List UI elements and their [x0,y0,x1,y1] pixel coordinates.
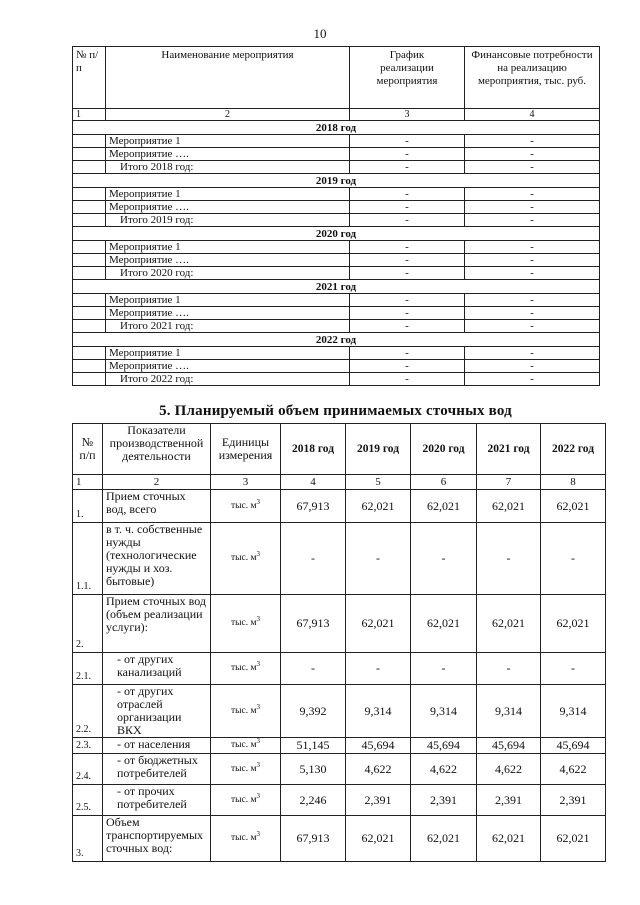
unit-cell [211,653,281,685]
finance-cell: - [465,214,600,227]
index-cell: 8 [541,475,606,490]
value-cell: 62,021 [477,595,541,653]
value-cell: 62,021 [411,595,477,653]
measure-num-cell [73,307,106,320]
value-cell: - [411,653,477,685]
unit-cell [211,595,281,653]
total-label: Итого 2018 год: [106,161,350,174]
measure-row [73,241,600,254]
value-cell: 45,694 [477,738,541,754]
value-cell: 2,391 [477,785,541,816]
indicator-label: Прием сточных вод (объем реализации услуги): [103,595,211,653]
finance-cell: - [465,320,600,333]
value-cell: 62,021 [477,816,541,862]
schedule-cell: - [350,135,465,148]
year-row [73,280,600,294]
header-num: № п/п [73,47,106,109]
measure-num-cell [73,161,106,174]
finance-cell: - [465,294,600,307]
finance-cell: - [465,201,600,214]
unit-base: тыс. м [230,500,257,511]
value-cell: 62,021 [541,816,606,862]
value-cell: - [281,523,346,595]
unit-exponent: 3 [256,497,260,506]
unit-cell [211,785,281,816]
measure-name: Мероприятие 1 [106,294,350,307]
unit-cell [211,738,281,754]
schedule-cell: - [350,360,465,373]
measure-row [73,214,600,227]
finance-cell: - [465,254,600,267]
measure-num-cell [73,373,106,386]
measure-row [73,254,600,267]
year-row [73,121,600,135]
value-cell: - [346,653,411,685]
value-cell: 62,021 [477,490,541,523]
unit-cell [211,523,281,595]
measures-index-row [73,109,600,121]
header-name: Наименование мероприятия [106,47,350,109]
row-number: 2. [73,595,103,653]
page-number: 10 [313,26,327,41]
finance-cell: - [465,307,600,320]
measure-num-cell [73,360,106,373]
value-cell: 62,021 [541,490,606,523]
measure-row [73,161,600,174]
unit-base: тыс. м [230,705,257,716]
measure-name: Мероприятие 1 [106,188,350,201]
measure-num-cell [73,135,106,148]
unit-base: тыс. м [230,833,257,843]
year-heading: 2019 год [73,174,600,188]
measure-num-cell [73,347,106,360]
finance-cell: - [465,148,600,161]
schedule-cell: - [350,373,465,386]
finance-cell: - [465,360,600,373]
indicator-label: Прием сточных вод, всего [103,490,211,523]
value-cell: 62,021 [346,490,411,523]
row-number: 1.1. [73,523,103,595]
value-cell: 9,314 [411,685,477,738]
wastewater-index-row [73,475,606,490]
value-cell: 67,913 [281,816,346,862]
header-year: 2021 год [477,424,541,475]
schedule-cell: - [350,214,465,227]
row-number: 2.3. [73,738,103,754]
value-cell: 67,913 [281,490,346,523]
measure-row [73,267,600,280]
measure-num-cell [73,148,106,161]
year-heading: 2018 год [73,121,600,135]
indicator-label: - от бюджетных потребителей [103,754,211,785]
unit-cell [211,816,281,862]
measure-row [73,294,600,307]
index-cell: 6 [411,475,477,490]
measure-name: Мероприятие …. [106,254,350,267]
header-finance: Финансовые потребности на реализацию мероприятия, тыс. руб. [465,47,600,109]
measure-num-cell [73,294,106,307]
measure-num-cell [73,241,106,254]
unit-cell [211,685,281,738]
index-cell: 7 [477,475,541,490]
finance-cell: - [465,161,600,174]
row-number: 3. [73,816,103,862]
value-cell: - [477,523,541,595]
unit-exponent: 3 [256,549,260,558]
measure-row [73,135,600,148]
value-cell: - [411,523,477,595]
value-cell: 51,145 [281,738,346,754]
finance-cell: - [465,347,600,360]
schedule-cell: - [350,347,465,360]
value-cell: 2,246 [281,785,346,816]
unit-base: тыс. м [230,618,257,628]
value-cell: 45,694 [541,738,606,754]
unit-base: тыс. м [230,794,257,805]
value-cell: 45,694 [411,738,477,754]
value-cell: 9,314 [477,685,541,738]
measure-name: Мероприятие …. [106,201,350,214]
indicator-label: - от населения [103,738,211,754]
unit-exponent: 3 [256,659,260,668]
value-cell: 9,314 [346,685,411,738]
value-cell: - [281,653,346,685]
measure-row [73,148,600,161]
measure-name: Мероприятие 1 [106,135,350,148]
measure-num-cell [73,320,106,333]
schedule-cell: - [350,320,465,333]
header-year: 2020 год [411,424,477,475]
measure-row [73,360,600,373]
value-cell: 45,694 [346,738,411,754]
measure-row [73,373,600,386]
schedule-cell: - [350,254,465,267]
measures-table [72,46,600,386]
data-row [73,595,606,653]
value-cell: 62,021 [411,490,477,523]
value-cell: 62,021 [411,816,477,862]
index-cell: 2 [103,475,211,490]
measure-name: Мероприятие 1 [106,241,350,254]
total-label: Итого 2022 год: [106,373,350,386]
index-cell: 4 [281,475,346,490]
wastewater-header-row [73,424,606,475]
measure-row [73,347,600,360]
index-cell: 2 [106,109,350,121]
measure-num-cell [73,201,106,214]
indicator-label: Объем транспортируемых сточных вод: [103,816,211,862]
data-row [73,738,606,754]
finance-cell: - [465,241,600,254]
unit-exponent: 3 [256,791,260,800]
finance-cell: - [465,188,600,201]
value-cell: 2,391 [411,785,477,816]
unit-base: тыс. м [230,663,257,673]
data-row [73,816,606,862]
value-cell: - [541,523,606,595]
data-row [73,523,606,595]
index-cell: 4 [465,109,600,121]
measure-num-cell [73,214,106,227]
header-year: 2019 год [346,424,411,475]
measure-row [73,201,600,214]
header-year: 2022 год [541,424,606,475]
year-heading: 2020 год [73,227,600,241]
index-cell: 3 [350,109,465,121]
year-heading: 2022 год [73,333,600,347]
value-cell: 2,391 [541,785,606,816]
index-cell: 1 [73,475,103,490]
wastewater-table [72,423,606,862]
data-row [73,653,606,685]
unit-exponent: 3 [256,760,260,769]
unit-base: тыс. м [230,553,257,563]
value-cell: 2,391 [346,785,411,816]
measure-row [73,188,600,201]
measure-num-cell [73,267,106,280]
value-cell: 62,021 [346,595,411,653]
value-cell: 5,130 [281,754,346,785]
index-cell: 1 [73,109,106,121]
row-number: 1. [73,490,103,523]
value-cell: 4,622 [541,754,606,785]
indicator-label: - от прочих потребителей [103,785,211,816]
value-cell: 4,622 [477,754,541,785]
index-cell: 5 [346,475,411,490]
header-schedule: График реализации мероприятия [350,47,465,109]
finance-cell: - [465,267,600,280]
year-row [73,333,600,347]
indicator-label: в т. ч. собственные нужды (технологические нужды и хоз. бытовые) [103,523,211,595]
row-number: 2.5. [73,785,103,816]
total-label: Итого 2020 год: [106,267,350,280]
unit-base: тыс. м [230,740,257,750]
total-label: Итого 2019 год: [106,214,350,227]
header-unit: Единицы измерения [211,424,281,475]
value-cell: 62,021 [541,595,606,653]
value-cell: - [477,653,541,685]
schedule-cell: - [350,148,465,161]
value-cell: - [346,523,411,595]
unit-exponent: 3 [256,829,260,838]
indicator-label: - от других канализаций [103,653,211,685]
year-row [73,174,600,188]
data-row [73,490,606,523]
measure-num-cell [73,188,106,201]
finance-cell: - [465,135,600,148]
row-number: 2.4. [73,754,103,785]
year-row [73,227,600,241]
measure-name: Мероприятие …. [106,148,350,161]
measure-name: Мероприятие 1 [106,347,350,360]
unit-exponent: 3 [256,702,260,711]
schedule-cell: - [350,241,465,254]
value-cell: 9,392 [281,685,346,738]
measure-row [73,307,600,320]
value-cell: 62,021 [346,816,411,862]
schedule-cell: - [350,161,465,174]
value-cell: 67,913 [281,595,346,653]
measure-name: Мероприятие …. [106,307,350,320]
header-num: № п/п [73,424,103,475]
unit-base: тыс. м [230,763,257,774]
value-cell: 4,622 [411,754,477,785]
schedule-cell: - [350,188,465,201]
row-number: 2.2. [73,685,103,738]
unit-cell [211,754,281,785]
finance-cell: - [465,373,600,386]
schedule-cell: - [350,201,465,214]
measure-name: Мероприятие …. [106,360,350,373]
header-indicator: Показатели производственной деятельности [103,424,211,475]
measure-num-cell [73,254,106,267]
schedule-cell: - [350,307,465,320]
unit-exponent: 3 [256,614,260,623]
unit-cell [211,490,281,523]
unit-exponent: 3 [256,737,260,745]
value-cell: 9,314 [541,685,606,738]
data-row [73,685,606,738]
measures-header-row [73,47,600,109]
indicator-label: - от других отраслей организации ВКХ [103,685,211,738]
measure-row [73,320,600,333]
year-heading: 2021 год [73,280,600,294]
data-row [73,785,606,816]
total-label: Итого 2021 год: [106,320,350,333]
index-cell: 3 [211,475,281,490]
data-row [73,754,606,785]
value-cell: - [541,653,606,685]
schedule-cell: - [350,267,465,280]
row-number: 2.1. [73,653,103,685]
value-cell: 4,622 [346,754,411,785]
schedule-cell: - [350,294,465,307]
section-title: 5. Планируемый объем принимаемых сточных вод [159,403,512,419]
header-year: 2018 год [281,424,346,475]
